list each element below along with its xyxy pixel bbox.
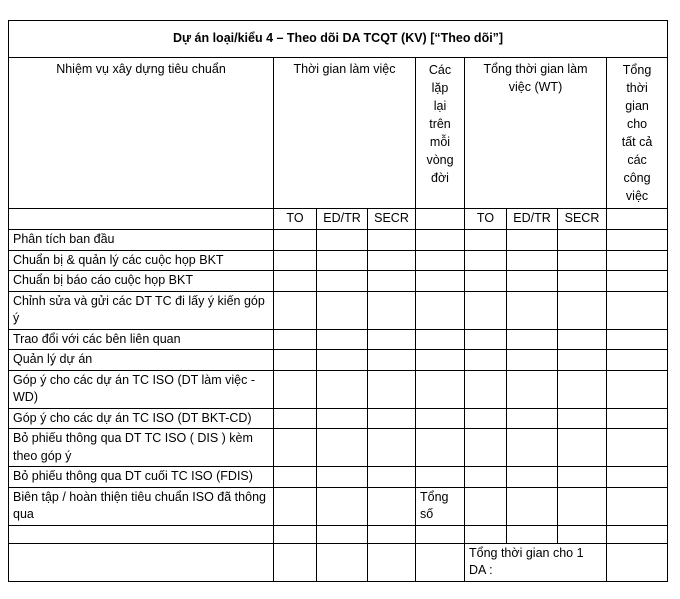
task-cell: Biên tập / hoàn thiện tiêu chuẩn ISO đã thông qua <box>9 487 274 525</box>
header-task: Nhiệm vụ xây dựng tiêu chuẩn <box>9 58 274 209</box>
table-row <box>9 408 668 429</box>
table-row <box>9 525 668 543</box>
table-row <box>9 230 668 251</box>
standards-work-table <box>8 20 668 582</box>
task-cell: Chuẩn bị báo cáo cuộc họp BKT <box>9 271 274 292</box>
sum-label: Tổng số <box>416 487 465 525</box>
table-title: Dự án loại/kiểu 4 – Theo dõi DA TCQT (KV) [“Theo dõi”] <box>9 21 668 58</box>
sub-header-total-secr: SECR <box>558 209 607 230</box>
task-cell: Quản lý dự án <box>9 350 274 371</box>
table-row <box>9 370 668 408</box>
header-repeats: Các lặp lại trên mỗi vòng đời <box>416 58 465 209</box>
table-row <box>9 329 668 350</box>
sub-header-ed-tr: ED/TR <box>317 209 368 230</box>
task-cell: Phân tích ban đầu <box>9 230 274 251</box>
task-cell: Bỏ phiếu thông qua DT TC ISO ( DIS ) kèm theo góp ý <box>9 429 274 467</box>
table-row <box>9 543 668 581</box>
sub-header-total-to: TO <box>465 209 507 230</box>
sub-header-total-ed-tr: ED/TR <box>507 209 558 230</box>
header-total-all: Tổng thời gian cho tất cả các công việc <box>607 58 668 209</box>
task-cell: Trao đổi với các bên liên quan <box>9 329 274 350</box>
header-total-wt: Tổng thời gian làm việc (WT) <box>465 58 607 209</box>
task-cell: Góp ý cho các dự án TC ISO (DT làm việc -WD) <box>9 370 274 408</box>
table-row <box>9 467 668 488</box>
table-row <box>9 271 668 292</box>
table-row <box>9 350 668 371</box>
task-cell: Góp ý cho các dự án TC ISO (DT BKT-CD) <box>9 408 274 429</box>
sub-header-row <box>9 209 668 230</box>
table-row <box>9 487 668 525</box>
task-cell: Chuẩn bị & quản lý các cuộc họp BKT <box>9 250 274 271</box>
table-row <box>9 429 668 467</box>
table-row <box>9 291 668 329</box>
task-cell: Chỉnh sửa và gửi các DT TC đi lấy ý kiến góp ý <box>9 291 274 329</box>
table-row <box>9 250 668 271</box>
header-working-time: Thời gian làm việc <box>274 58 416 209</box>
sub-header-secr: SECR <box>368 209 416 230</box>
total-per-project-label: Tổng thời gian cho 1 DA : <box>465 543 607 581</box>
task-cell: Bỏ phiếu thông qua DT cuối TC ISO (FDIS) <box>9 467 274 488</box>
sub-header-to: TO <box>274 209 317 230</box>
